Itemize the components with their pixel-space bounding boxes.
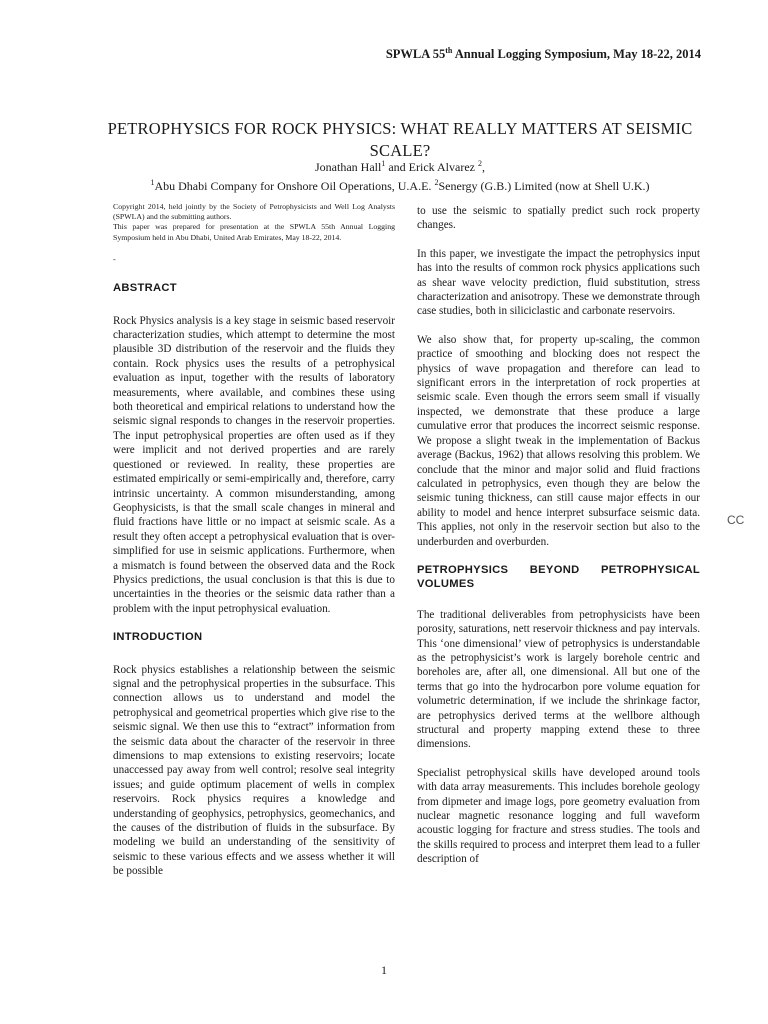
intro-continued: to use the seismic to spatially predict such rock property changes.	[417, 205, 700, 232]
author-names: Jonathan Hall$^1$ and Erick Alvarez $^2$,	[315, 159, 485, 174]
separator-dash: -	[113, 254, 116, 264]
author-affiliations: $^1$Abu Dhabi Company for Onshore Oil Operations, U.A.E. $^2$Senergy (G.B.) Limited (now at Shell U.K.)	[150, 178, 650, 193]
page-number: 1	[381, 963, 387, 977]
left-column	[113, 202, 395, 893]
abstract-heading: ABSTRACT	[113, 282, 177, 295]
abstract-body: Rock Physics analysis is a key stage in seismic based reservoir characterization studies, which attempt to determine the most plausible 3D distribution of the reservoir and the fluids they contain. Rock physics uses the results of a petrophysical evaluation as input, together with the results of laboratory measurements, where available, and combines these using both theoretical and empirical relations to understand how the seismic signal responds to changes in the reservoir properties. The input petrophysical properties are often used as if they were implicit and not derived properties and are rarely questioned or reviewed. In reality, these properties are estimated empirically or semi-empirically and, therefore, carry intrinsic uncertainty. A common misunderstanding, among Geophysicists, is that the small scale changes in mineral and fluid fractions have little or no impact at seismic scale. As a result they often accept a petrophysical evaluation that is over-simplified for use in seismic applications. Furthermore, when a mismatch is found between the observed data and the Rock Physics predictions, the usual conclusion is that this is due to uncertainties in the theories or the seismic data rather than a problem with the input petrophysical evaluation.	[113, 314, 395, 615]
running-header: SPWLA 55th Annual Logging Symposium, May 18-22, 2014	[385, 46, 701, 62]
section-heading-petrophysics-beyond: PETROPHYSICS BEYOND PETROPHYSICAL VOLUMES	[417, 563, 700, 591]
section-paragraph-2: Specialist petrophysical skills have developed around tools with data array measurements. This includes borehole geology from dipmeter and image logs, pore geometry evaluation from nuclear magnetic resonance logging and full waveform acoustic logging for fracture and stress studies. The tools and the skills required to process and interpret them lead to a fuller description of	[417, 766, 700, 866]
right-column	[417, 204, 700, 881]
paper-title: PETROPHYSICS FOR ROCK PHYSICS: WHAT REALLY MATTERS AT SEISMIC SCALE?	[107, 119, 693, 160]
introduction-body: Rock physics establishes a relationship between the seismic signal and the petrophysical properties in the subsurface. This connection allows us to understand and model the petrophysical and geometrical properties which give rise to the seismic signal. We then use this to “extract” information from the seismic data about the character of the reservoir in three dimensions to map extensions to existing reservoirs; locate unaccessed pay away from well control; resolve seal integrity issues; and guide optimum placement of wells in complex reservoirs. Rock physics requires a knowledge and understanding of geophysics, petrophysics, geomechanics, and the causes of the distribution of fluids in the subsurface. By modeling we build an understanding of the sensitivity of seismic to these various effects and we assess whether it will be possible	[113, 663, 395, 878]
introduction-heading: INTRODUCTION	[113, 631, 203, 644]
author-block	[100, 156, 700, 194]
copyright-notice: Copyright 2014, held jointly by the Society of Petrophysicists and Well Log Analysts (SPWLA) and the submitting authors. This paper was prepared for presentation at the SPWLA 55th Annual Logging Symposium held in Abu Dhabi, United Arab Emirates, May 18-22, 2014.	[113, 202, 395, 242]
intro-paragraph-2: In this paper, we investigate the impact the petrophysics input has into the results of common rock physics applications such as shear wave velocity prediction, fluid substitution, stress characterization and anisotropy. These we demonstrate through case studies, both in siliciclastic and carbonate reservoirs.	[417, 247, 700, 318]
intro-paragraph-3: We also show that, for property up-scaling, the common practice of smoothing and blocking does not respect the physics of wave propagation and therefore can lead to significant errors in the interpretation of rock properties at seismic scale. Even though the errors seem small if visually inspected, we demonstrate that these produce a large cumulative error that produces the incorrect seismic response. We propose a slight tweak in the implementation of Backus average (Backus, 1962) that allows resolving this problem. We conclude that the minor and major solid and fluid fractions calculated in petrophysics, even though they are below the seismic tuning thickness, can still cause major effects in our ability to model and hence interpret subsurface seismic data. This applies, not only in the reservoir section but also to the underburden and overburden.	[417, 333, 700, 548]
side-mark: CC	[727, 513, 745, 527]
section-paragraph-1: The traditional deliverables from petrophysicists have been porosity, saturations, nett reservoir thickness and pay intervals. This ‘one dimensional’ view of petrophysics is understandable as the petrophysicist’s work is largely borehole centric and boreholes are, after all, one dimensional. All but one of the terms that go into the hydrocarbon pore volume equation for volumetric determination, if we include the shrinkage factor, are petrophysics derived terms at the wellbore although structural and property mapping extend these to three dimensions.	[417, 608, 700, 751]
